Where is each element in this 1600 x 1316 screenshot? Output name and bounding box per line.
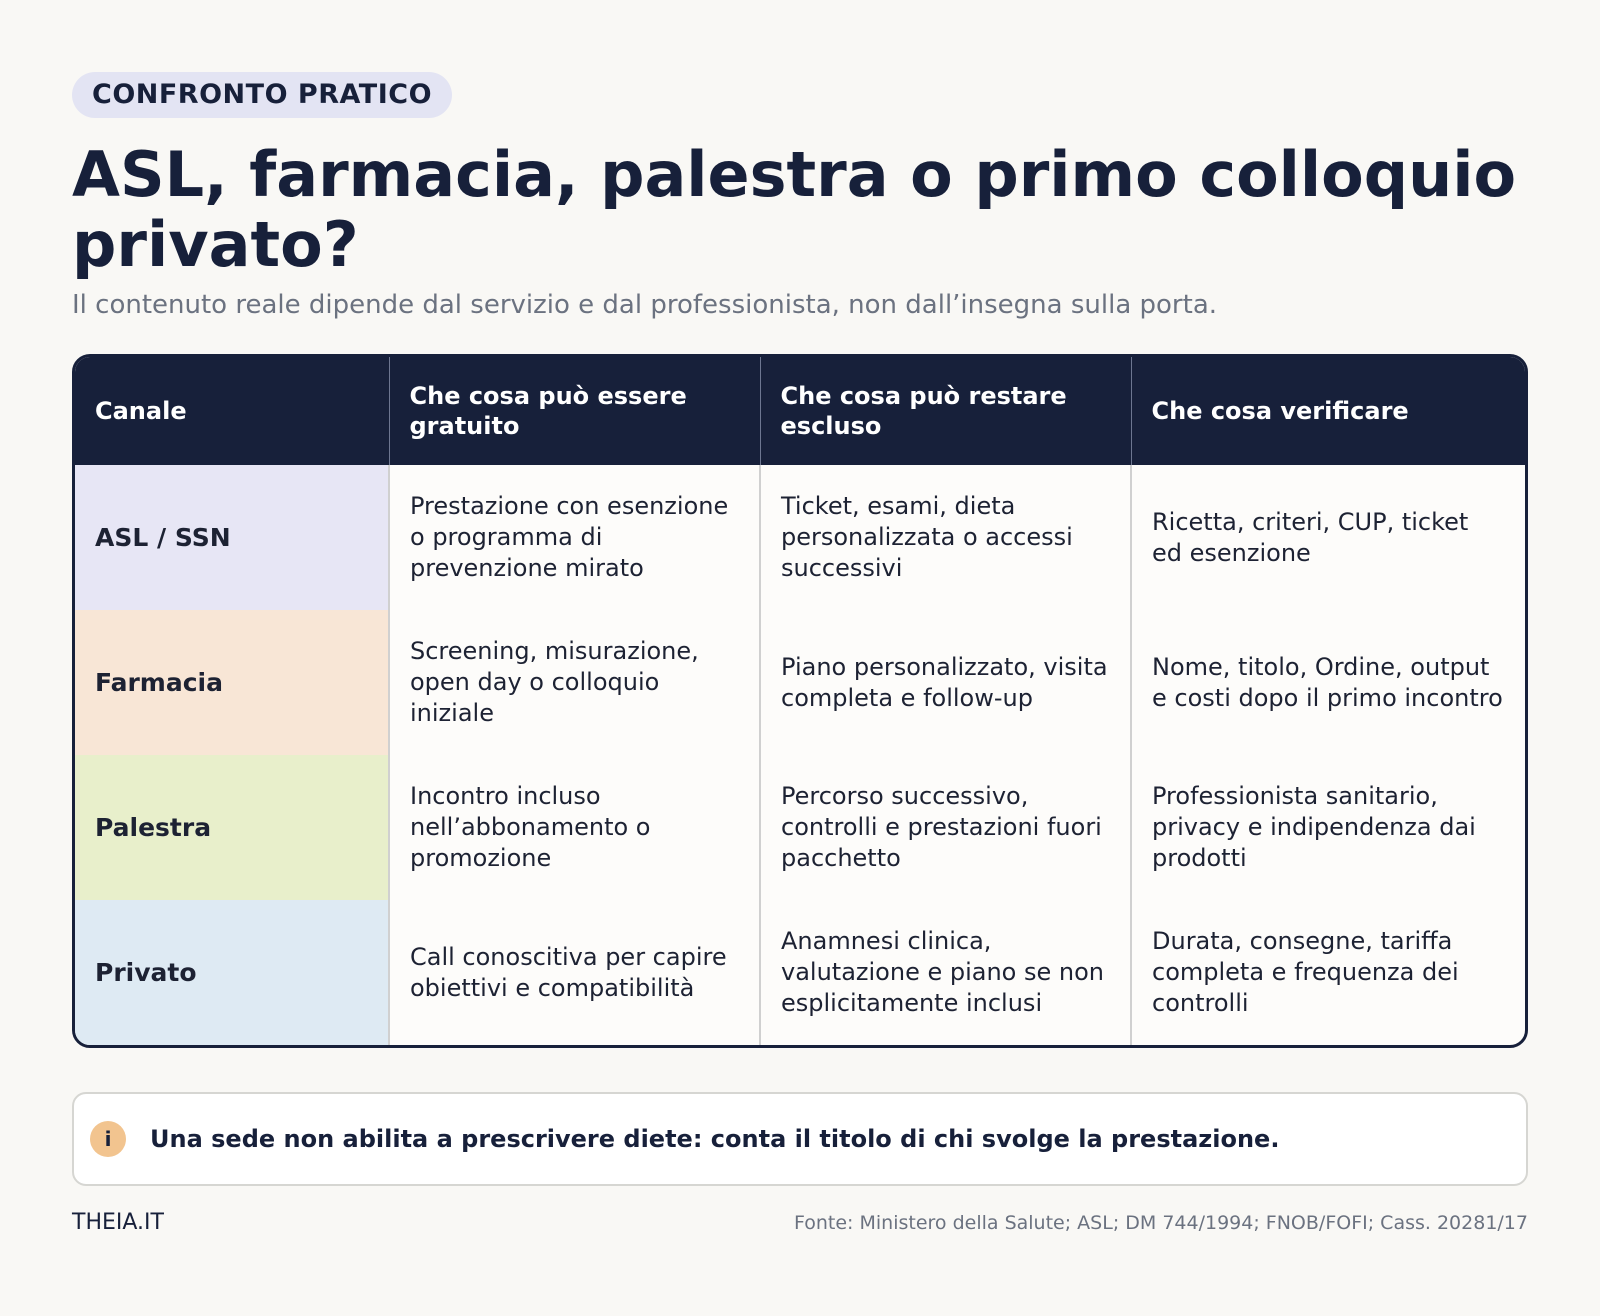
row-canale-privato: Privato (75, 900, 389, 1045)
cell-escluso: Ticket, esami, dieta personalizzata o accessi successivi (760, 465, 1131, 610)
cell-escluso: Percorso successivo, controlli e prestazioni fuori pacchetto (760, 755, 1131, 900)
info-note (72, 1092, 1528, 1186)
cell-escluso: Anamnesi clinica, valutazione e piano se non esplicitamente inclusi (760, 900, 1131, 1045)
cell-verificare: Professionista sanitario, privacy e indipendenza dai prodotti (1131, 755, 1525, 900)
row-canale-asl: ASL / SSN (75, 465, 389, 610)
header-escluso: Che cosa può restare escluso (760, 357, 1131, 465)
header-gratuito: Che cosa può essere gratuito (389, 357, 760, 465)
comparison-table (72, 354, 1528, 1048)
cell-verificare: Durata, consegne, tariffa completa e frequenza dei controlli (1131, 900, 1525, 1045)
cell-gratuito: Prestazione con esenzione o programma di prevenzione mirato (389, 465, 760, 610)
cell-verificare: Nome, titolo, Ordine, output e costi dopo il primo incontro (1131, 610, 1525, 755)
table-row (75, 610, 1525, 755)
footer (72, 1210, 1528, 1235)
cell-gratuito: Incontro incluso nell’abbonamento o promozione (389, 755, 760, 900)
table-row (75, 465, 1525, 610)
brand-logo: THEIA.IT (72, 1210, 164, 1235)
cell-escluso: Piano personalizzato, visita completa e follow-up (760, 610, 1131, 755)
note-text: Una sede non abilita a prescrivere diete: conta il titolo di chi svolge la prestazione. (150, 1125, 1280, 1153)
page-subtitle: Il contenuto reale dipende dal servizio e dal professionista, non dall’insegna sulla porta. (72, 290, 1218, 320)
header-canale: Canale (75, 357, 389, 465)
table-row (75, 755, 1525, 900)
table-row (75, 900, 1525, 1045)
cell-gratuito: Call conoscitiva per capire obiettivi e compatibilità (389, 900, 760, 1045)
page-title: ASL, farmacia, palestra o primo colloquio privato? (72, 138, 1517, 281)
header-verificare: Che cosa verificare (1131, 357, 1525, 465)
cell-verificare: Ricetta, criteri, CUP, ticket ed esenzione (1131, 465, 1525, 610)
table-header-row (75, 357, 1525, 465)
row-canale-farmacia: Farmacia (75, 610, 389, 755)
cell-gratuito: Screening, misurazione, open day o colloquio iniziale (389, 610, 760, 755)
info-icon: i (90, 1121, 126, 1157)
row-canale-palestra: Palestra (75, 755, 389, 900)
source-citation: Fonte: Ministero della Salute; ASL; DM 744/1994; FNOB/FOFI; Cass. 20281/17 (794, 1212, 1528, 1234)
page (72, 72, 1528, 1235)
section-badge: CONFRONTO PRATICO (72, 72, 452, 118)
